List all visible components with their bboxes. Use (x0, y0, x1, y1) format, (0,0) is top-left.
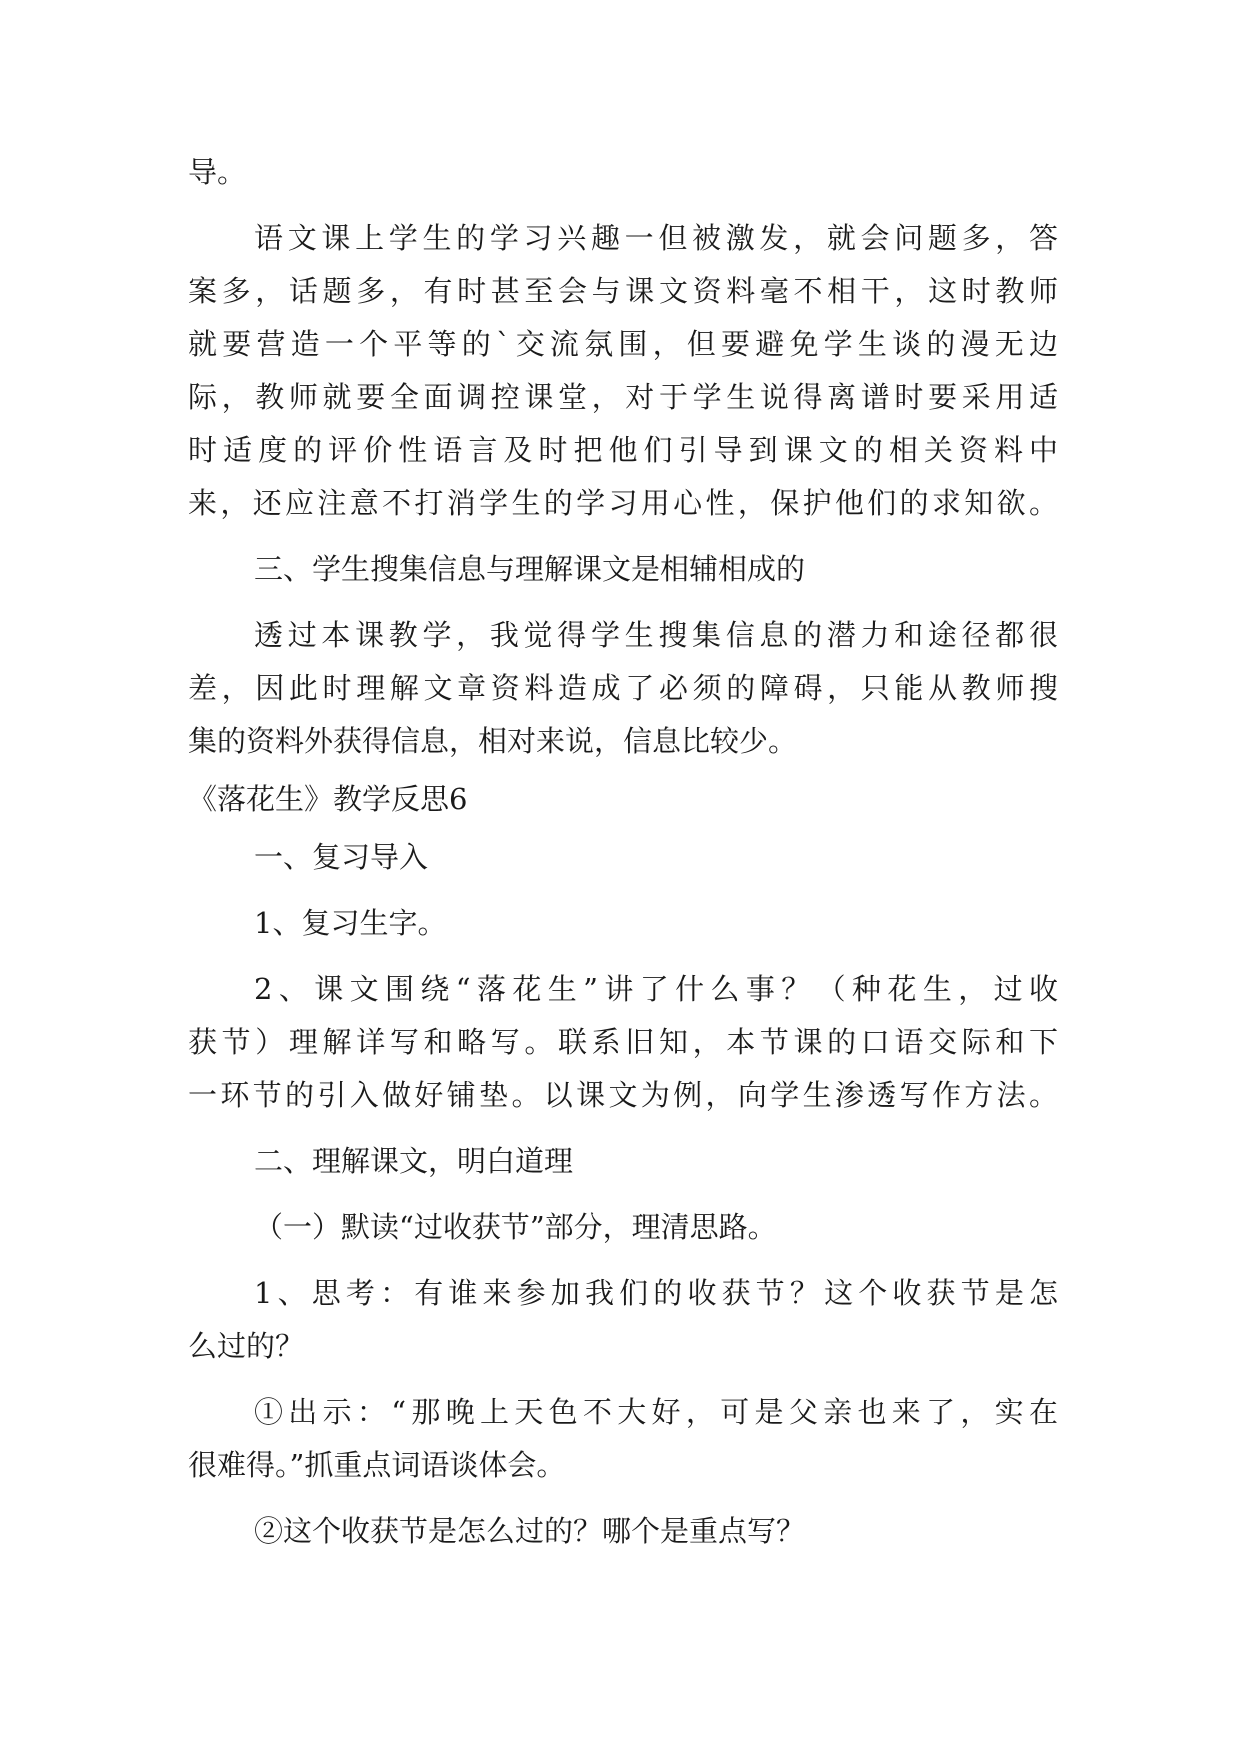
section-heading: 一、复习导入 (254, 840, 429, 874)
paragraph-line: 就要营造一个平等的`交流氛围，但要避免学生谈的漫无边 (188, 327, 1058, 361)
document-title: 《落花生》教学反思6 (188, 782, 468, 816)
paragraph-line: 很难得。”抓重点词语谈体会。 (188, 1448, 566, 1482)
paragraph-line: 集的资料外获得信息，相对来说，信息比较少。 (188, 724, 798, 758)
paragraph-line: 获节）理解详写和略写。联系旧知，本节课的口语交际和下 (188, 1025, 1058, 1059)
paragraph-line: 差，因此时理解文章资料造成了必须的障碍，只能从教师搜 (188, 671, 1058, 705)
paragraph-line: 1、思考：有谁来参加我们的收获节？这个收获节是怎 (254, 1276, 1058, 1310)
paragraph-line: 语文课上学生的学习兴趣一但被激发，就会问题多，答 (254, 221, 1058, 255)
paragraph-line: 一环节的引入做好铺垫。以课文为例，向学生渗透写作方法。 (188, 1078, 1058, 1112)
section-heading: 二、理解课文，明白道理 (254, 1144, 574, 1178)
paragraph-line: ②这个收获节是怎么过的？哪个是重点写？ (254, 1514, 806, 1548)
paragraph-line: 1、复习生字。 (254, 906, 447, 940)
paragraph-line: ①出示：“那晚上天色不大好，可是父亲也来了，实在 (254, 1395, 1058, 1429)
paragraph-line: 来，还应注意不打消学生的学习用心性，保护他们的求知欲。 (188, 486, 1058, 520)
paragraph-line: 案多，话题多，有时甚至会与课文资料毫不相干，这时教师 (188, 274, 1058, 308)
paragraph-line: 导。 (188, 155, 247, 189)
paragraph-line: 透过本课教学，我觉得学生搜集信息的潜力和途径都很 (254, 618, 1058, 652)
paragraph-line: 际，教师就要全面调控课堂，对于学生说得离谱时要采用适 (188, 380, 1058, 414)
subsection-heading: （一）默读“过收获节”部分，理清思路。 (254, 1210, 777, 1244)
paragraph-line: 时适度的评价性语言及时把他们引导到课文的相关资料中 (188, 433, 1058, 467)
paragraph-line: 2、课文围绕“落花生”讲了什么事？（种花生，过收 (254, 972, 1058, 1006)
section-heading: 三、学生搜集信息与理解课文是相辅相成的 (254, 552, 806, 586)
paragraph-line: 么过的？ (188, 1329, 305, 1363)
